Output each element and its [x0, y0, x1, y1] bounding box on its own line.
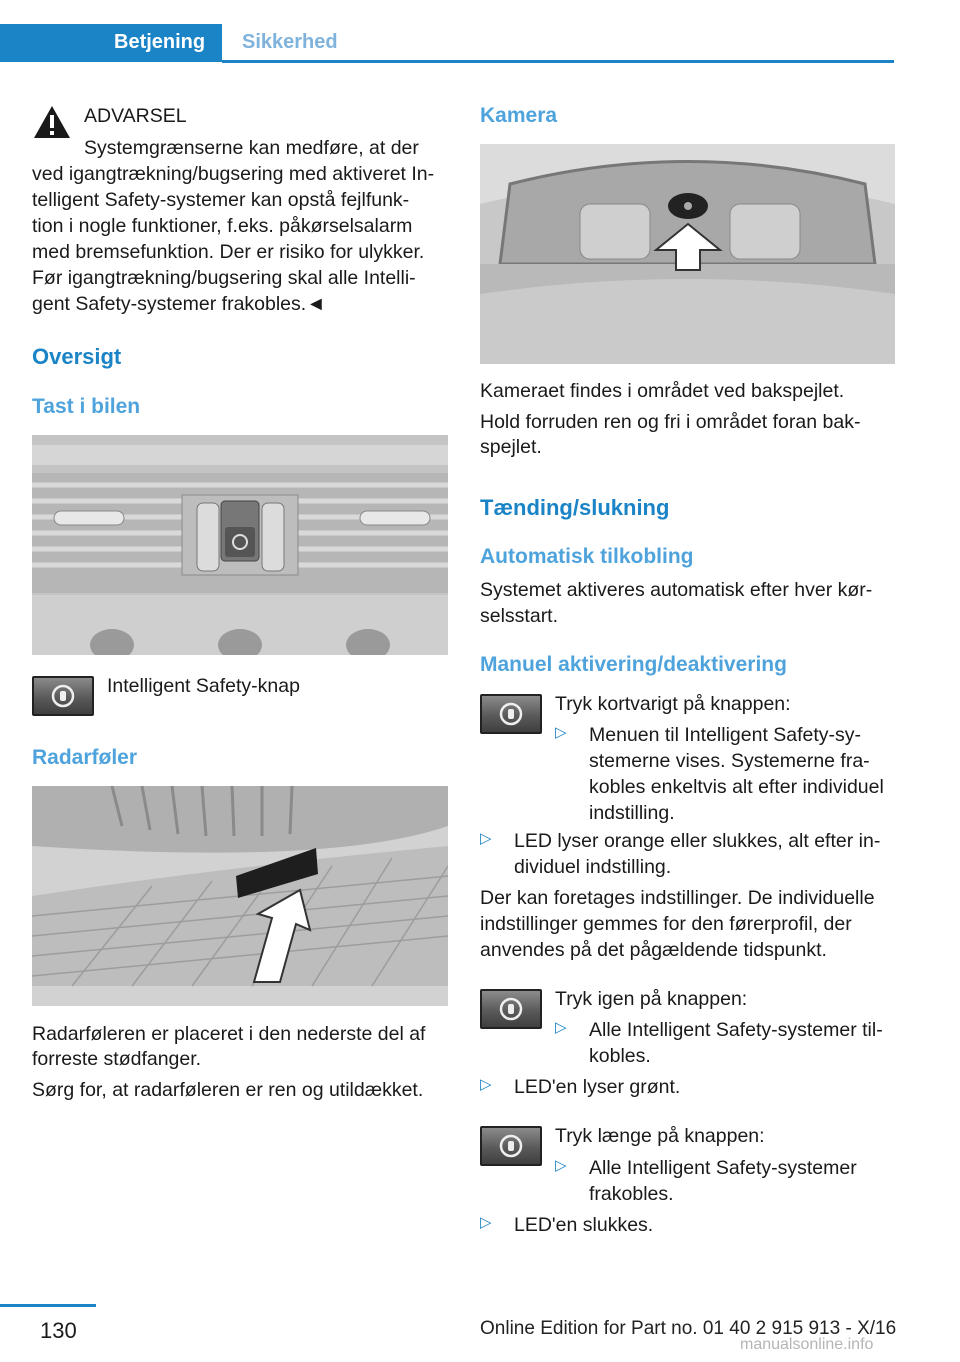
settings-text [480, 885, 900, 963]
heading-oversigt: Oversigt [32, 344, 122, 369]
heading-taending-slukning: Tænding/slukning [480, 495, 670, 520]
heading-tast-i-bilen: Tast i bilen [32, 395, 141, 418]
page-number-rule [0, 1304, 96, 1307]
list-item-line: stemerne vises. Systemerne fra- [589, 750, 870, 772]
tab-betjening[interactable]: Betjening [0, 24, 222, 62]
warning-text [32, 161, 452, 317]
safety-button-icon [480, 694, 542, 734]
camera-text-2: Hold forruden ren og fri i området foran bak- [480, 411, 861, 433]
warning-line: tion i nogle funktioner, f.eks. påkørselsalarm [32, 215, 413, 237]
radar-text-1: Radarføleren er placeret i den nederste del af [32, 1023, 426, 1045]
warning-icon [32, 104, 72, 140]
page-number: 130 [40, 1318, 77, 1343]
press-long-text: Tryk længe på knappen: [555, 1125, 765, 1147]
warning-line: Før igangtrækning/bugsering skal alle Intelli- [32, 267, 416, 289]
camera-image [480, 144, 895, 364]
warning-first-line: Systemgrænserne kan medføre, at der [84, 137, 419, 159]
warning-line: gent Safety-systemer frakobles.◄ [32, 293, 326, 315]
settings-line: Der kan foretages indstillinger. De individuelle [480, 887, 875, 909]
list-item [480, 1074, 900, 1100]
list-item [480, 1212, 900, 1238]
list-item-line: indstilling. [589, 802, 675, 824]
auto-text-1: Systemet aktiveres automatisk efter hver kør- [480, 579, 873, 601]
list-item-line: LED'en slukkes. [514, 1214, 654, 1236]
warning-line: ved igangtrækning/bugsering med aktiveret In- [32, 163, 435, 185]
auto-text-2: selsstart. [480, 605, 559, 627]
safety-button-icon [480, 989, 542, 1029]
list-item [555, 1017, 900, 1069]
warning-title: ADVARSEL [84, 105, 187, 127]
list-item [555, 1155, 900, 1207]
radar-text-3: Sørg for, at radarføleren er ren og utildækket. [32, 1079, 424, 1101]
triangle-bullet-icon: ▷ [555, 724, 567, 741]
camera-text-3: spejlet. [480, 436, 542, 458]
press-short-text: Tryk kortvarigt på knappen: [555, 693, 791, 715]
list-item-line: LED lyser orange eller slukkes, alt efter in- [514, 830, 881, 852]
safety-button-icon [480, 1126, 542, 1166]
triangle-bullet-icon: ▷ [555, 1157, 567, 1174]
list-item-line: kobles. [589, 1045, 651, 1067]
triangle-bullet-icon: ▷ [480, 1214, 492, 1231]
heading-automatisk-tilkobling: Automatisk tilkobling [480, 545, 694, 568]
header-rule [222, 60, 894, 63]
heading-radarfoler: Radarføler [32, 746, 138, 769]
press-again-text: Tryk igen på knappen: [555, 988, 748, 1010]
list-item-line: Alle Intelligent Safety-systemer til- [589, 1019, 883, 1041]
list-item-line: dividuel indstilling. [514, 856, 672, 878]
heading-kamera: Kamera [480, 104, 558, 127]
settings-line: indstillinger gemmes for den førerprofil, der [480, 913, 852, 935]
safety-button-caption: Intelligent Safety-knap [107, 675, 300, 697]
triangle-bullet-icon: ▷ [480, 830, 492, 847]
list-item-line: kobles enkeltvis alt efter individuel [589, 776, 884, 798]
dashboard-image [32, 435, 448, 655]
warning-line: med bremsefunktion. Der er risiko for ulykker. [32, 241, 425, 263]
triangle-bullet-icon: ▷ [480, 1076, 492, 1093]
warning-line: telligent Safety-systemer kan opstå fejlfunk- [32, 189, 410, 211]
radar-image [32, 786, 448, 1006]
safety-button-icon [32, 676, 94, 716]
radar-text-2: forreste stødfanger. [32, 1048, 202, 1070]
list-item-line: Alle Intelligent Safety-systemer [589, 1157, 857, 1179]
triangle-bullet-icon: ▷ [555, 1019, 567, 1036]
list-item-line: frakobles. [589, 1183, 674, 1205]
camera-text-1: Kameraet findes i området ved bakspejlet. [480, 380, 845, 402]
list-item [555, 722, 900, 826]
list-item-line: Menuen til Intelligent Safety-sy- [589, 724, 862, 746]
settings-line: anvendes på det pågældende tidspunkt. [480, 939, 827, 961]
tab-sikkerhed[interactable]: Sikkerhed [222, 24, 894, 62]
list-item [480, 828, 900, 880]
watermark: manualsonline.info [740, 1336, 874, 1353]
list-item-line: LED'en lyser grønt. [514, 1076, 681, 1098]
edition-footer: Online Edition for Part no. 01 40 2 915 913 - X/16 [480, 1318, 897, 1339]
heading-manuel-aktivering: Manuel aktivering/deaktivering [480, 653, 787, 676]
